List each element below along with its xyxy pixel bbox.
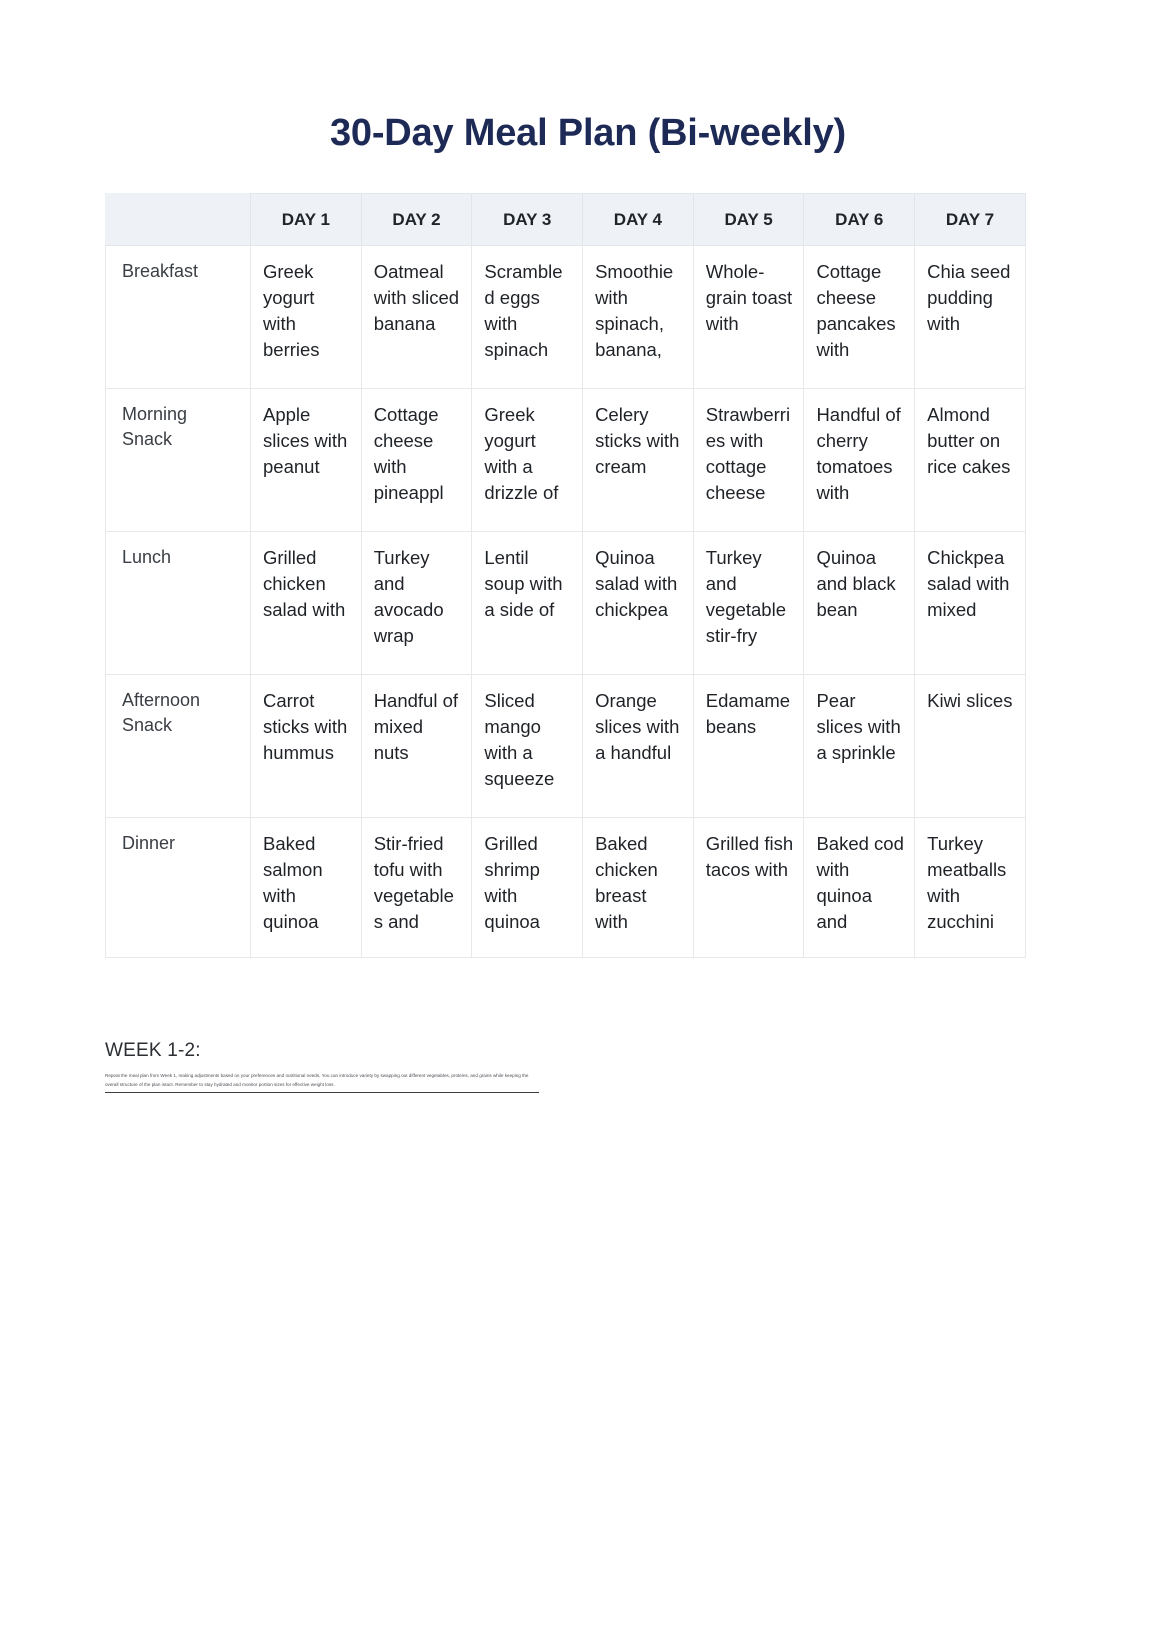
column-header-day-2: DAY 2 bbox=[361, 194, 472, 246]
meal-cell-text: Stir-fried tofu with vegetables and bbox=[373, 833, 454, 932]
week-range-heading: WEEK 1-2: bbox=[105, 1040, 201, 1061]
column-header-day-4: DAY 4 bbox=[583, 194, 694, 246]
table-body bbox=[106, 246, 1026, 958]
meal-cell bbox=[583, 246, 694, 389]
meal-cell-text: Handful of mixed nuts bbox=[373, 690, 459, 763]
meal-cell-text: Turkey and vegetable stir-fry bbox=[705, 547, 786, 646]
meal-cell bbox=[472, 246, 583, 389]
meal-cell bbox=[472, 818, 583, 958]
meal-cell bbox=[804, 532, 915, 675]
meal-cell-text: Baked chicken breast with bbox=[595, 833, 658, 932]
table-corner-cell bbox=[106, 194, 251, 246]
meal-plan-table-container bbox=[105, 193, 1025, 958]
meal-cell-text: Baked salmon with quinoa bbox=[263, 833, 323, 932]
row-label-text: Morning Snack bbox=[122, 404, 188, 449]
table-row bbox=[106, 532, 1026, 675]
row-label-morning-snack bbox=[106, 389, 251, 532]
meal-cell bbox=[804, 675, 915, 818]
footer-section bbox=[105, 1040, 545, 1093]
meal-cell bbox=[361, 532, 472, 675]
row-label-dinner bbox=[106, 818, 251, 958]
meal-cell-text: Quinoa salad with chickpea bbox=[595, 547, 678, 620]
column-header-day-3: DAY 3 bbox=[472, 194, 583, 246]
meal-cell bbox=[583, 818, 694, 958]
meal-cell bbox=[361, 675, 472, 818]
meal-cell-text: Scrambled eggs with spinach bbox=[484, 261, 563, 360]
meal-cell bbox=[361, 818, 472, 958]
meal-cell-text: Celery sticks with cream bbox=[595, 404, 680, 477]
meal-cell-text: Sliced mango with a squeeze bbox=[484, 690, 555, 789]
meal-cell-text: Smoothie with spinach, banana, bbox=[595, 261, 674, 360]
column-header-day-1: DAY 1 bbox=[251, 194, 362, 246]
meal-cell bbox=[693, 532, 804, 675]
meal-cell bbox=[472, 532, 583, 675]
row-label-afternoon-snack bbox=[106, 675, 251, 818]
meal-cell-text: Chickpea salad with mixed bbox=[927, 547, 1010, 620]
column-header-day-7: DAY 7 bbox=[915, 194, 1026, 246]
table-row bbox=[106, 246, 1026, 389]
meal-cell bbox=[472, 675, 583, 818]
meal-cell bbox=[583, 675, 694, 818]
meal-cell-text: Almond butter on rice cakes bbox=[927, 404, 1011, 477]
table-header-row bbox=[106, 194, 1026, 246]
meal-cell bbox=[251, 675, 362, 818]
meal-cell bbox=[804, 389, 915, 532]
meal-cell bbox=[361, 246, 472, 389]
meal-cell-text: Cottage cheese pancakes with bbox=[816, 261, 896, 360]
meal-cell-text: Edamame beans bbox=[705, 690, 791, 737]
column-header-day-5: DAY 5 bbox=[693, 194, 804, 246]
meal-cell-text: Quinoa and black bean bbox=[816, 547, 896, 620]
meal-cell-text: Apple slices with peanut bbox=[263, 404, 348, 477]
meal-cell-text: Greek yogurt with berries bbox=[263, 261, 320, 360]
meal-cell-text: Greek yogurt with a drizzle of bbox=[484, 404, 559, 503]
meal-cell-text: Kiwi slices bbox=[927, 690, 1013, 711]
week-range-note: Repeat the meal plan from Week 1, making adjustments based on your preferences and nutritional needs. You can introduce variety by swapping out different vegetables, proteins, and grains while keeping the overall structure of the plan intact. Remember to stay hydrated and monitor portion sizes for effective weight loss. bbox=[105, 1072, 539, 1093]
table-row bbox=[106, 389, 1026, 532]
meal-cell-text: Chia seed pudding with bbox=[927, 261, 1011, 334]
meal-cell-text: Turkey meatballs with zucchini bbox=[927, 833, 1007, 932]
meal-cell bbox=[472, 389, 583, 532]
table-header bbox=[106, 194, 1026, 246]
meal-cell-text: Cottage cheese with pineappl bbox=[373, 404, 444, 503]
meal-cell bbox=[251, 246, 362, 389]
meal-cell bbox=[915, 675, 1026, 818]
meal-cell-text: Grilled shrimp with quinoa bbox=[484, 833, 540, 932]
meal-cell bbox=[915, 389, 1026, 532]
row-label-breakfast bbox=[106, 246, 251, 389]
meal-cell bbox=[693, 675, 804, 818]
meal-cell bbox=[583, 389, 694, 532]
meal-plan-table bbox=[105, 193, 1026, 958]
meal-cell bbox=[251, 532, 362, 675]
meal-cell bbox=[693, 246, 804, 389]
meal-cell-text: Handful of cherry tomatoes with bbox=[816, 404, 901, 503]
column-header-day-6: DAY 6 bbox=[804, 194, 915, 246]
meal-cell-text: Carrot sticks with hummus bbox=[263, 690, 348, 763]
meal-cell bbox=[915, 246, 1026, 389]
meal-cell-text: Whole-grain toast with bbox=[705, 261, 793, 334]
meal-cell bbox=[804, 818, 915, 958]
meal-cell bbox=[361, 389, 472, 532]
meal-cell-text: Grilled chicken salad with bbox=[263, 547, 346, 620]
row-label-text: Afternoon Snack bbox=[122, 690, 201, 735]
meal-cell-text: Turkey and avocado wrap bbox=[373, 547, 444, 646]
meal-cell-text: Oatmeal with sliced banana bbox=[373, 261, 460, 334]
meal-cell bbox=[251, 818, 362, 958]
meal-cell-text: Strawberries with cottage cheese bbox=[705, 404, 791, 503]
page-title: 30-Day Meal Plan (Bi-weekly) bbox=[329, 112, 847, 155]
meal-cell bbox=[251, 389, 362, 532]
meal-cell-text: Grilled fish tacos with bbox=[705, 833, 794, 880]
meal-cell bbox=[583, 532, 694, 675]
row-label-text: Breakfast bbox=[122, 261, 199, 281]
meal-cell bbox=[804, 246, 915, 389]
meal-cell-text: Lentil soup with a side of bbox=[484, 547, 563, 620]
meal-cell-text: Orange slices with a handful bbox=[595, 690, 680, 763]
meal-cell bbox=[915, 818, 1026, 958]
row-label-lunch bbox=[106, 532, 251, 675]
meal-cell-text: Baked cod with quinoa and bbox=[816, 833, 904, 932]
meal-cell bbox=[915, 532, 1026, 675]
meal-cell bbox=[693, 818, 804, 958]
row-label-text: Lunch bbox=[122, 547, 172, 567]
table-row bbox=[106, 675, 1026, 818]
table-row bbox=[106, 818, 1026, 958]
meal-cell bbox=[693, 389, 804, 532]
row-label-text: Dinner bbox=[122, 833, 176, 853]
meal-cell-text: Pear slices with a sprinkle bbox=[816, 690, 901, 763]
